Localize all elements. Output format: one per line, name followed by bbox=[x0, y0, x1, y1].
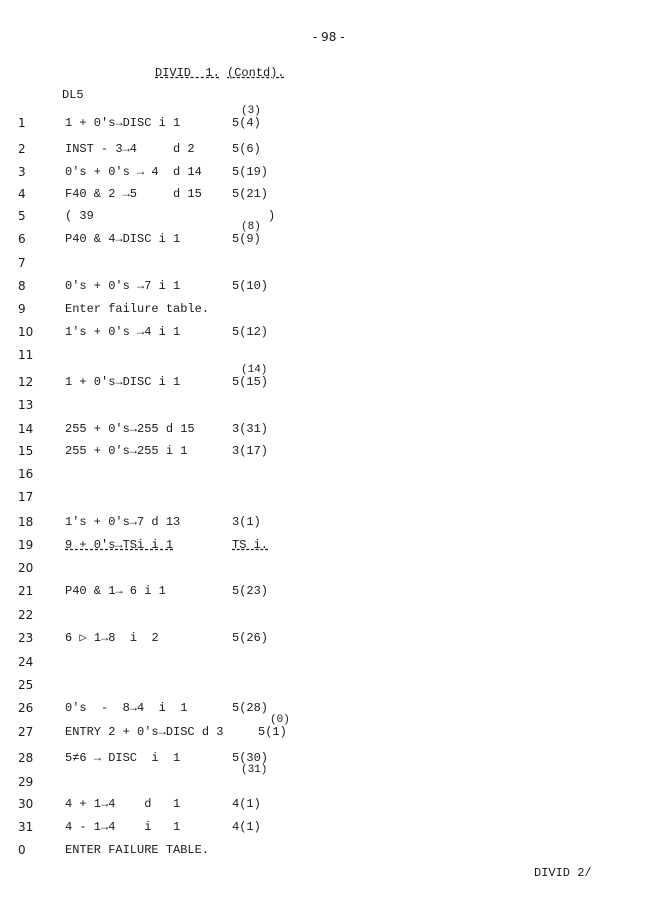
reference-address: 5(15) bbox=[232, 375, 269, 389]
instruction-text: 0's - 8→4 i 1 bbox=[65, 701, 188, 715]
instruction-text: 4 + 1→4 d 1 bbox=[65, 797, 181, 811]
line-number: 18 bbox=[18, 515, 34, 529]
instruction-text: F40 & 2 →5 d 15 bbox=[65, 187, 202, 201]
instruction-text: ENTER FAILURE TABLE. bbox=[65, 843, 210, 857]
continuation-note: DIVID 2/ bbox=[534, 866, 592, 880]
reference-alternate: (8) bbox=[241, 221, 261, 233]
reference-address: 5(30) bbox=[232, 751, 269, 765]
reference-alternate: (14) bbox=[241, 364, 268, 376]
instruction-text: 6 ▷ 1→8 i 2 bbox=[65, 631, 159, 645]
line-number: 21 bbox=[18, 584, 34, 598]
reference-address: TS i. bbox=[232, 538, 269, 552]
reference-address: 5(26) bbox=[232, 631, 269, 645]
line-number: 19 bbox=[18, 538, 34, 552]
reference-address: 3(31) bbox=[232, 422, 269, 436]
instruction-text: P40 & 1→ 6 i 1 bbox=[65, 584, 166, 598]
line-number: 23 bbox=[18, 631, 34, 645]
line-number: 30 bbox=[18, 797, 34, 811]
instruction-text: 1 + 0's→DISC i 1 bbox=[65, 116, 181, 130]
reference-address: 5(28) bbox=[232, 701, 269, 715]
line-number: 20 bbox=[18, 561, 34, 575]
line-number: 31 bbox=[18, 820, 34, 834]
reference-address: 5(1) bbox=[258, 725, 287, 739]
reference-address: 3(17) bbox=[232, 444, 269, 458]
line-number: 5 bbox=[18, 209, 26, 223]
line-number: 0 bbox=[18, 843, 26, 857]
line-number: 28 bbox=[18, 751, 34, 765]
reference-address: 5(12) bbox=[232, 325, 269, 339]
reference-address: 5(23) bbox=[232, 584, 269, 598]
instruction-text: INST - 3→4 d 2 bbox=[65, 142, 195, 156]
page-title bbox=[155, 66, 285, 80]
line-number: 9 bbox=[18, 302, 26, 316]
line-number: 22 bbox=[18, 608, 34, 622]
instruction-text: 0's + 0's → 4 d 14 bbox=[65, 165, 202, 179]
instruction-text: Enter failure table. bbox=[65, 302, 210, 316]
reference-address: 5(19) bbox=[232, 165, 269, 179]
line-number: 26 bbox=[18, 701, 34, 715]
section-label: DL5 bbox=[62, 88, 84, 102]
reference-address: 5(6) bbox=[232, 142, 261, 156]
line-number: 6 bbox=[18, 232, 26, 246]
reference-address: 4(1) bbox=[232, 820, 261, 834]
reference-address: 5(9) bbox=[232, 232, 261, 246]
page-number: - 98 - bbox=[313, 30, 345, 44]
instruction-text: 5≠6 → DISC i 1 bbox=[65, 751, 181, 765]
line-number: 7 bbox=[18, 256, 26, 270]
line-number: 12 bbox=[18, 375, 34, 389]
line-number: 2 bbox=[18, 142, 26, 156]
line-number: 1 bbox=[18, 116, 26, 130]
instruction-text: P40 & 4→DISC i 1 bbox=[65, 232, 181, 246]
line-number: 29 bbox=[18, 775, 34, 789]
line-number: 27 bbox=[18, 725, 34, 739]
instruction-text: ENTRY 2 + 0's→DISC d 3 bbox=[65, 725, 224, 739]
line-number: 13 bbox=[18, 398, 34, 412]
line-number: 8 bbox=[18, 279, 26, 293]
instruction-text: 1's + 0's→7 d 13 bbox=[65, 515, 181, 529]
line-number: 3 bbox=[18, 165, 26, 179]
line-number: 25 bbox=[18, 678, 34, 692]
line-number: 10 bbox=[18, 325, 34, 339]
instruction-text: 0's + 0's →7 i 1 bbox=[65, 279, 181, 293]
reference-alternate: (31) bbox=[241, 764, 268, 776]
reference-address: 3(1) bbox=[232, 515, 261, 529]
title-suffix: (Contd). bbox=[227, 66, 285, 80]
reference-address: 5(21) bbox=[232, 187, 269, 201]
line-number: 17 bbox=[18, 490, 34, 504]
reference-address: ) bbox=[232, 209, 276, 223]
title-main: DIVID 1. bbox=[155, 66, 220, 80]
line-number: 4 bbox=[18, 187, 26, 201]
reference-address: 4(1) bbox=[232, 797, 261, 811]
instruction-text: 255 + 0's→255 d 15 bbox=[65, 422, 195, 436]
line-number: 24 bbox=[18, 655, 34, 669]
reference-alternate: (0) bbox=[270, 714, 290, 726]
line-number: 15 bbox=[18, 444, 34, 458]
line-number: 11 bbox=[18, 348, 34, 362]
reference-address: 5(4) bbox=[232, 116, 261, 130]
line-number: 16 bbox=[18, 467, 34, 481]
instruction-text: 9 + 0's→TSi i 1 bbox=[65, 538, 174, 552]
reference-alternate: (3) bbox=[241, 105, 261, 117]
line-number: 14 bbox=[18, 422, 34, 436]
instruction-text: ( 39 bbox=[65, 209, 94, 223]
instruction-text: 1 + 0's→DISC i 1 bbox=[65, 375, 181, 389]
instruction-text: 255 + 0's→255 i 1 bbox=[65, 444, 188, 458]
reference-address: 5(10) bbox=[232, 279, 269, 293]
instruction-text: 1's + 0's →4 i 1 bbox=[65, 325, 181, 339]
instruction-text: 4 - 1→4 i 1 bbox=[65, 820, 181, 834]
